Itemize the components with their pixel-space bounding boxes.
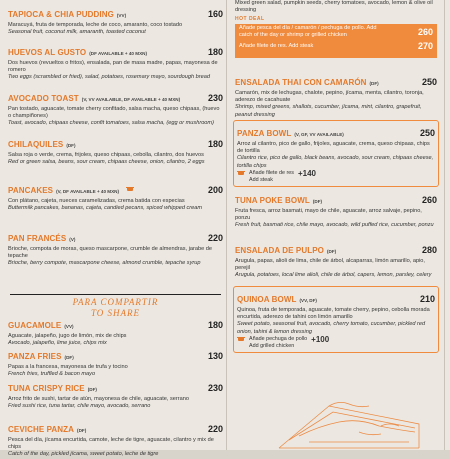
item-description-es: Camarón, mix de lechugas, chalote, pepino, jícama, menta, cilantro, toronja, aderezo de cacahuate (235, 90, 424, 104)
share-title-es: PARA COMPARTIR (72, 297, 159, 307)
menu-item-tapioca (6, 4, 225, 36)
addon-steak-en (237, 177, 435, 184)
item-description-es: Fruta fresca, arroz basmati, mayo de chile, aguacate, arroz salvaje, pepino, ponzu (235, 208, 422, 222)
hot-deal-box (235, 24, 437, 58)
item-description-es: Arroz al cilantro, pico de gallo, frijoles, aguacate, crema, queso chipaas, chips de tortilla (237, 141, 430, 155)
item-description-es: Arugula, papas, alioli de lima, chile de árbol, alcaparras, limón amarillo, apio, perejil (235, 258, 425, 272)
share-title-en: TO SHARE (90, 308, 141, 318)
item-description-en: Fried sushi rice, tuna tartar, chile mayo, avocado, serrano (8, 403, 151, 410)
item-tag: (DF) (66, 143, 76, 148)
item-tag: (DF AVAILABLE + 40 MXN) (89, 51, 147, 56)
item-name: GUACAMOLE (8, 321, 62, 330)
item-description-es: Brioche, compota de moras, queso mascarpone, crumble de almendras, jarabe de tepache (8, 246, 212, 260)
item-description-es: Aguacate, jalapeño, jugo de limón, mix de chips (8, 333, 127, 339)
item-name: PANZA BOWL (237, 129, 292, 138)
menu-item-ceviche (6, 419, 225, 459)
item-price: 260 (421, 195, 437, 205)
item-name: PANZA FRIES (8, 352, 62, 361)
salad-description-en: Mixed green salad, pumpkin seeds, cherry tomatoes, avocado, lemon & olive oil dressing (235, 0, 433, 14)
item-description-en: French fries, truffled & bacon mayo (8, 371, 96, 378)
item-tag: (VV, DF) (299, 298, 317, 303)
item-description-es: Pesca del día, jícama encurtida, camote, leche de tigre, aguacate, cilantro y mix de chips (8, 437, 214, 451)
section-rule (10, 294, 221, 295)
hot-deal-label: HOT DEAL (235, 16, 265, 22)
addon-label-es: Añade filete de res (249, 169, 294, 176)
menu-item-pan-frances (6, 228, 225, 268)
item-description-en: Avocado, jalapeño, lime juice, chips mix (8, 340, 107, 347)
item-tag: (DF) (87, 387, 97, 392)
item-name: ENSALADA DE PULPO (235, 246, 324, 255)
menu-item-pulpo (233, 240, 439, 280)
menu-item-thai-salad (233, 72, 439, 119)
item-description-es: Maracuyá, fruta de temporada, leche de coco, amaranto, coco tostado (8, 22, 183, 28)
item-name: ENSALADA THAI CON CAMARÓN (235, 78, 367, 87)
addon-price: +100 (311, 334, 330, 344)
item-name: TUNA POKE BOWL (235, 196, 310, 205)
item-description-es: Arroz frito de sushi, tartar de atún, mayonesa de chile, aguacate, serrano (8, 396, 189, 402)
menu-item-chilaquiles (6, 134, 225, 166)
item-name: HUEVOS AL GUSTO (8, 48, 87, 57)
item-description-es: Salsa roja o verde, crema, frijoles, queso chipaas, cebolla, cilantro, dos huevos (8, 152, 204, 158)
item-price: 250 (421, 77, 437, 87)
item-description-es: Dos huevos (revueltos o fritos), ensalada, pan de masa madre, papas, mayonesa de romero (8, 60, 218, 74)
menu-left-column (6, 0, 225, 458)
hot-deal-price: 260 (417, 27, 433, 37)
item-name: PAN FRANCÉS (8, 234, 67, 243)
menu-item-avocado-toast (6, 88, 225, 128)
item-tag: (DF) (312, 199, 323, 204)
item-price: 220 (207, 424, 223, 434)
item-tag: (V) (69, 237, 76, 242)
sandwich-illustration (269, 396, 429, 450)
item-description-en: Cilantro rice, pico de gallo, black beans, avocado, sour cream, chipaas cheese, tortilla chips (237, 155, 434, 169)
menu-item-panza-fries (6, 346, 225, 378)
item-description-en: Toast, avocado, chipaas cheese, confit tomatoes, salsa macha, (egg or mushroom) (8, 120, 214, 127)
menu-right-column (229, 0, 443, 450)
item-description-en: Sweet potato, seasonal fruit, avocado, cherry tomato, cucumber, pickled red onion, tahini & lemon dressing (237, 321, 426, 335)
item-name: CEVICHE PANZA (8, 425, 75, 434)
item-tag: (VV) (116, 13, 127, 18)
item-tag: (V, DF AVAILABLE + 40 MXN) (56, 189, 120, 194)
item-price: 130 (207, 351, 223, 361)
item-description-en: Shrimp, mixed greens, shallots, cucumber, jícama, mint, cilantro, grapefruit, peanut dressing (235, 104, 422, 118)
addon-steak (237, 170, 435, 177)
hot-deal-row-steak (235, 40, 437, 52)
addon-label-en: Add grilled chicken (249, 342, 295, 349)
column-divider (226, 0, 227, 450)
item-price: 200 (207, 185, 223, 195)
addon-label-es: Añade pechuga de pollo (249, 335, 308, 342)
item-description-es: Pan tostado, aguacate, tomate cherry confitado, salsa macha, queso chipaas, (huevo o champiñones) (8, 106, 220, 120)
item-tag: (DF) (77, 428, 87, 433)
chef-pot-icon (126, 185, 134, 192)
item-description-en: Arugula, potatoes, local lime alioli, chile de árbol, capers, lemon, parsley, celery (235, 272, 432, 279)
menu-item-tuna-crispy-rice (6, 378, 225, 410)
item-description-en: Brioche, berry compote, mascarpone cheese, almond crumble, tepache syrup (8, 260, 201, 267)
menu-item-tuna-poke (233, 190, 439, 230)
menu-item-huevos (6, 42, 225, 82)
chef-pot-icon (237, 336, 245, 342)
item-tag: (V, VV AVAILABLE, DF AVAILABLE + 40 MXN) (81, 97, 181, 102)
addon-label-en: Add steak (249, 176, 273, 183)
item-tag: (V, GF, VV AVAILABLE) (294, 132, 344, 137)
item-price: 160 (207, 9, 223, 19)
item-tag: (DF) (369, 81, 379, 86)
item-description-en: Red or green salsa, beans, sour cream, chipaas cheese, onion, cilantro, 2 eggs (8, 159, 205, 166)
menu-item-pancakes (6, 180, 225, 212)
item-description-en: Catch of the day, pickled jícama, sweet potato, leche de tigre (8, 451, 159, 458)
item-description-en: Two eggs (scrambled or fried), salad, potatoes, rosemary mayo, sourdough bread (8, 74, 210, 81)
menu-item-guacamole (6, 315, 225, 347)
hot-deal-row-protein (235, 24, 437, 40)
item-name: TUNA CRISPY RICE (8, 384, 85, 393)
item-price: 250 (419, 128, 435, 138)
item-description-en: Fresh fruit, basmati rice, chile mayo, avocado, wild puffed rice, cucumber, ponzu (235, 222, 434, 229)
addon-chicken (237, 336, 435, 343)
menu-item-quinoa-bowl (233, 286, 439, 353)
menu-item-panza-bowl (233, 120, 439, 187)
item-description-en: Seasonal fruit, coconut milk, amaranth, toasted coconut (8, 29, 146, 36)
item-price: 230 (207, 93, 223, 103)
item-description-es: Con plátano, cajeta, nueces caramelizadas, crema batida con especias (8, 198, 185, 204)
item-tag: (DF) (64, 355, 74, 360)
item-description-es: Quinoa, fruta de temporada, aguacate, tomate cherry, pepino, cebolla morada encurtida, aderezo de tahini con limón amarillo (237, 307, 430, 321)
chef-pot-icon (237, 170, 245, 176)
item-name: PANCAKES (8, 186, 54, 195)
hot-deal-text: Añade filete de res. Add steak (239, 42, 314, 49)
item-price: 180 (207, 320, 223, 330)
page-edge-line (444, 0, 445, 450)
item-tag: (DF) (326, 249, 337, 254)
item-price: 230 (207, 383, 223, 393)
item-price: 180 (207, 47, 223, 57)
hot-deal-price: 270 (417, 41, 433, 51)
item-name: TAPIOCA & CHIA PUDDING (8, 10, 114, 19)
item-price: 280 (421, 245, 437, 255)
item-name: AVOCADO TOAST (8, 94, 79, 103)
item-tag: (VV) (64, 324, 74, 329)
item-description-es: Papas a la francesa, mayonesa de trufa y tocino (8, 364, 128, 370)
item-price: 180 (207, 139, 223, 149)
item-description-en: Buttermilk pancakes, bananas, cajeta, candied pecans, spiced whipped cream (8, 205, 203, 212)
hot-deal-text: Añade pesca del día / camarón / pechuga de pollo. Add catch of the day or shrimp or grilled chicken (239, 25, 377, 38)
item-name: QUINOA BOWL (237, 295, 297, 304)
item-price: 220 (207, 233, 223, 243)
item-price: 210 (419, 294, 435, 304)
item-name: CHILAQUILES (8, 140, 64, 149)
addon-chicken-en (237, 343, 435, 350)
addon-price: +140 (297, 168, 316, 178)
